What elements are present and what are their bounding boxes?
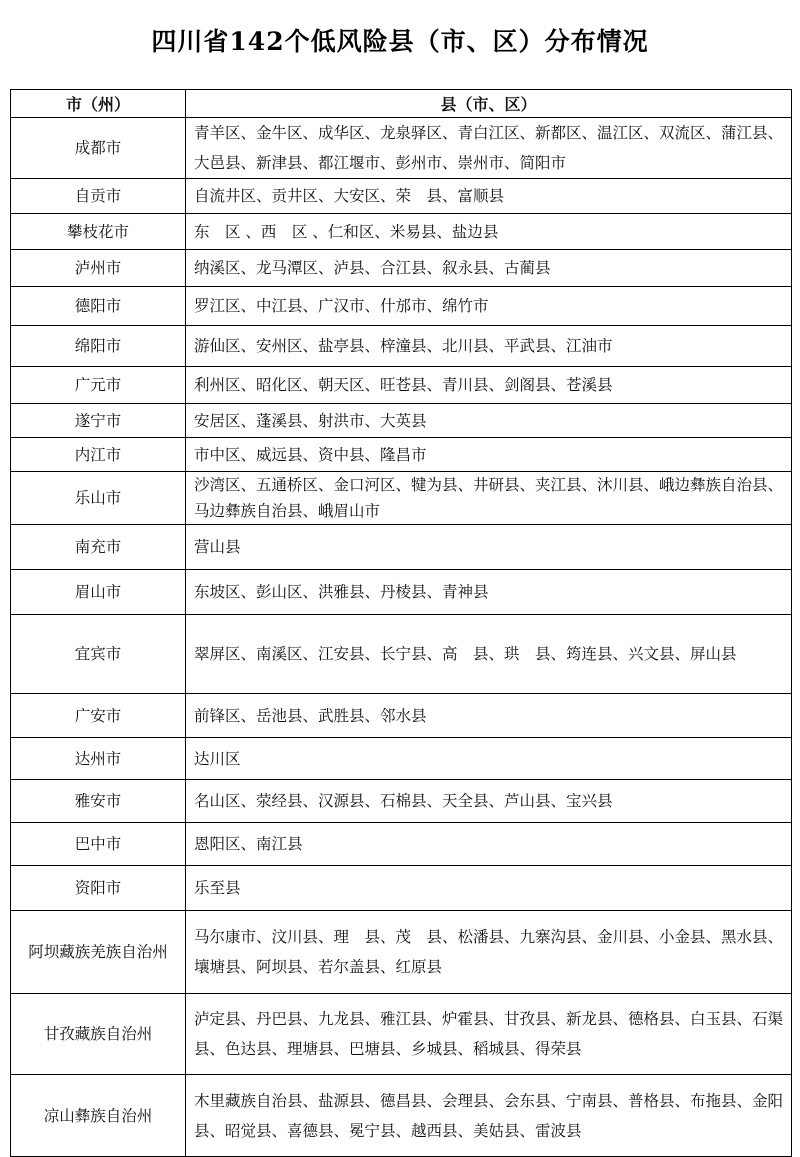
- counties-cell: 东坡区、彭山区、洪雅县、丹棱县、青神县: [186, 570, 792, 615]
- counties-cell: 泸定县、丹巴县、九龙县、雅江县、炉霍县、甘孜县、新龙县、德格县、白玉县、石渠县、色达县、理塘县、巴塘县、乡城县、稻城县、得荣县: [186, 994, 792, 1075]
- table-row: [11, 994, 792, 1075]
- city-cell: 攀枝花市: [11, 214, 186, 250]
- city-cell: 遂宁市: [11, 404, 186, 438]
- counties-cell: 沙湾区、五通桥区、金口河区、犍为县、井研县、夹江县、沐川县、峨边彝族自治县、马边彝族自治县、峨眉山市: [186, 472, 792, 525]
- counties-cell: 安居区、蓬溪县、射洪市、大英县: [186, 404, 792, 438]
- header-counties: 县（市、区）: [186, 90, 792, 118]
- city-cell: 广安市: [11, 694, 186, 738]
- city-cell: 内江市: [11, 438, 186, 472]
- table-row: [11, 404, 792, 438]
- table-row: [11, 866, 792, 911]
- city-cell: 泸州市: [11, 250, 186, 287]
- table-row: [11, 911, 792, 994]
- counties-cell: 达川区: [186, 738, 792, 780]
- counties-cell: 东 区 、西 区 、仁和区、米易县、盐边县: [186, 214, 792, 250]
- city-cell: 眉山市: [11, 570, 186, 615]
- city-cell: 南充市: [11, 525, 186, 570]
- city-cell: 巴中市: [11, 823, 186, 866]
- city-cell: 乐山市: [11, 472, 186, 525]
- page-title: 四川省142个低风险县（市、区）分布情况: [151, 27, 649, 56]
- city-cell: 德阳市: [11, 287, 186, 326]
- city-cell: 凉山彝族自治州: [11, 1075, 186, 1157]
- table-row: [11, 1075, 792, 1157]
- table-row: [11, 472, 792, 525]
- counties-cell: 自流井区、贡井区、大安区、荣 县、富顺县: [186, 179, 792, 214]
- counties-cell: 前锋区、岳池县、武胜县、邻水县: [186, 694, 792, 738]
- table-row: [11, 118, 792, 179]
- city-cell: 甘孜藏族自治州: [11, 994, 186, 1075]
- city-cell: 资阳市: [11, 866, 186, 911]
- counties-cell: 青羊区、金牛区、成华区、龙泉驿区、青白江区、新都区、温江区、双流区、蒲江县、大邑县、新津县、都江堰市、彭州市、崇州市、简阳市: [186, 118, 792, 179]
- table-row: [11, 287, 792, 326]
- city-cell: 达州市: [11, 738, 186, 780]
- counties-cell: 名山区、荥经县、汉源县、石棉县、天全县、芦山县、宝兴县: [186, 780, 792, 823]
- table-row: [11, 214, 792, 250]
- table-row: [11, 694, 792, 738]
- counties-cell: 乐至县: [186, 866, 792, 911]
- table-row: [11, 250, 792, 287]
- counties-cell: 木里藏族自治县、盐源县、德昌县、会理县、会东县、宁南县、普格县、布拖县、金阳县、昭觉县、喜德县、冕宁县、越西县、美姑县、雷波县: [186, 1075, 792, 1157]
- city-cell: 自贡市: [11, 179, 186, 214]
- table-row: [11, 780, 792, 823]
- county-distribution-table: [10, 89, 792, 1157]
- counties-cell: 马尔康市、汶川县、理 县、茂 县、松潘县、九寨沟县、金川县、小金县、黑水县、壤塘县、阿坝县、若尔盖县、红原县: [186, 911, 792, 994]
- city-cell: 阿坝藏族羌族自治州: [11, 911, 186, 994]
- city-cell: 成都市: [11, 118, 186, 179]
- counties-cell: 罗江区、中江县、广汉市、什邡市、绵竹市: [186, 287, 792, 326]
- table-row: [11, 615, 792, 694]
- table-row: [11, 525, 792, 570]
- counties-cell: 营山县: [186, 525, 792, 570]
- table-row: [11, 326, 792, 367]
- table-row: [11, 438, 792, 472]
- table-row: [11, 570, 792, 615]
- table-row: [11, 823, 792, 866]
- counties-cell: 利州区、昭化区、朝天区、旺苍县、青川县、剑阁县、苍溪县: [186, 367, 792, 404]
- counties-cell: 纳溪区、龙马潭区、泸县、合江县、叙永县、古蔺县: [186, 250, 792, 287]
- table-row: [11, 179, 792, 214]
- table-row: [11, 738, 792, 780]
- city-cell: 宜宾市: [11, 615, 186, 694]
- city-cell: 绵阳市: [11, 326, 186, 367]
- counties-cell: 市中区、威远县、资中县、隆昌市: [186, 438, 792, 472]
- table-row: [11, 367, 792, 404]
- header-city: 市（州）: [11, 90, 186, 118]
- counties-cell: 游仙区、安州区、盐亭县、梓潼县、北川县、平武县、江油市: [186, 326, 792, 367]
- city-cell: 雅安市: [11, 780, 186, 823]
- counties-cell: 翠屏区、南溪区、江安县、长宁县、高 县、珙 县、筠连县、兴文县、屏山县: [186, 615, 792, 694]
- table-header-row: [11, 90, 792, 118]
- counties-cell: 恩阳区、南江县: [186, 823, 792, 866]
- city-cell: 广元市: [11, 367, 186, 404]
